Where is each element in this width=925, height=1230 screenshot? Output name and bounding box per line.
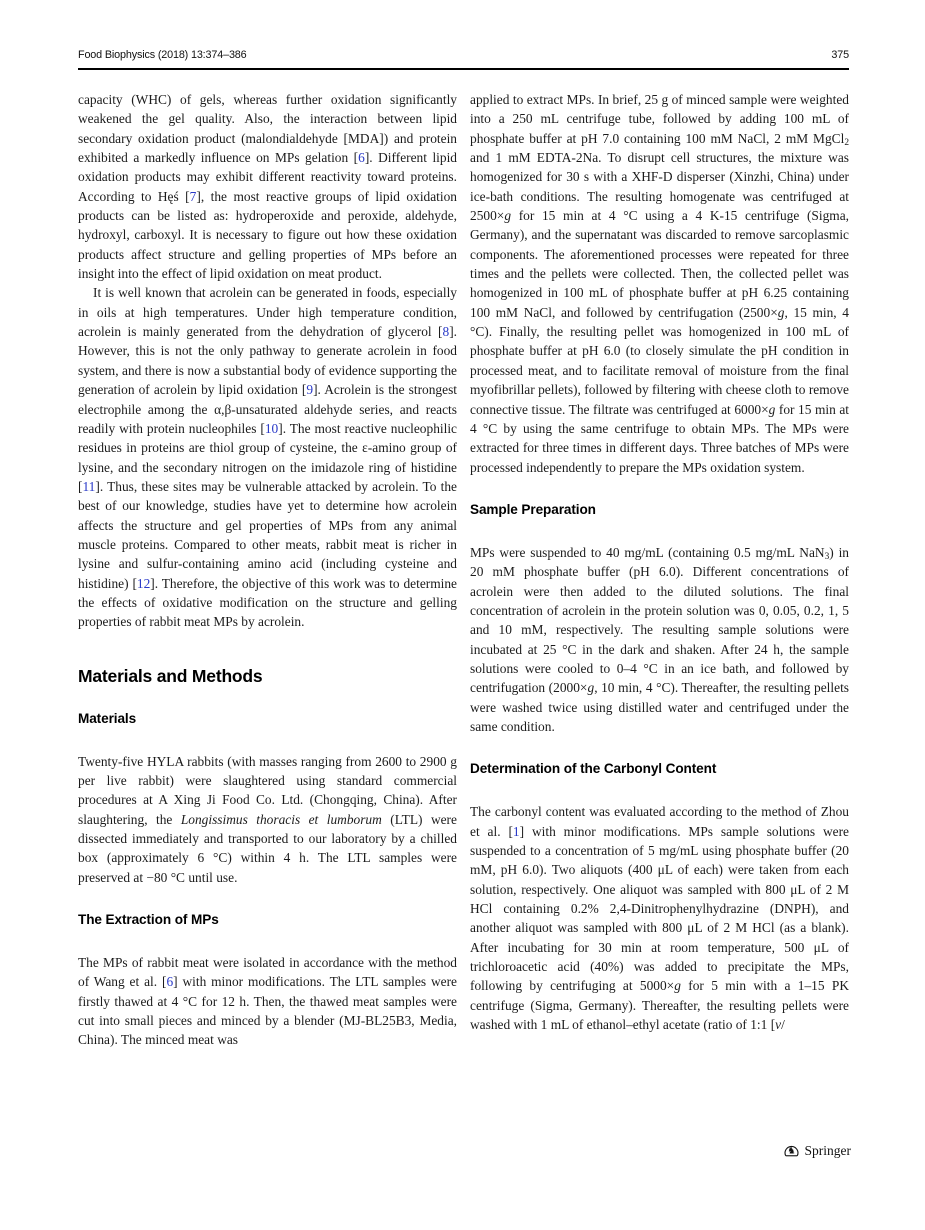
subsection-heading: Determination of the Carbonyl Content <box>470 761 717 777</box>
publisher-name: Springer <box>804 1142 851 1158</box>
subsection-heading: Materials <box>78 710 137 726</box>
italic-text: g <box>777 304 785 320</box>
page-header <box>78 49 849 70</box>
page-footer <box>783 1142 852 1159</box>
paragraph: It is well known that acrolein can be generated in foods, especially in oils at high temperatures. Under high temperature condition, acrolein is mainly generated from the dehydration of glycerol [8]. However, this is not the only pathway to generate acrolein in food system, and there is now a substantial body of evidence supporting the generation of acrolein by lipid oxidation [9]. Acrolein is the strongest electrophile among the α,β-unsaturated aldehyde series, and reacts readily with protein nucleophiles [10]. The most reactive nucleophilic residues in proteins are thiol group of cysteine, the ε-amino group of lysine, and the secondary nitrogen on the imidazole ring of histidine [11]. Thus, these sites may be vulnerable attacked by acrolein. To the best of our knowledge, studies have yet to determine how acrolein affects the structure and gel properties of MPs from any animal muscle proteins. Compared to other meats, rabbit meat is richer in lysine and sulfur-containing amino acid (including cysteine and histidine) [12]. Therefore, the objective of this work was to determine the effects of oxidative modification on the structure and gelling properties of rabbit meat MPs by acrolein. <box>78 285 458 630</box>
reference-link[interactable]: 1 <box>512 823 520 839</box>
italic-text: g <box>768 401 776 417</box>
reference-link[interactable]: 10 <box>264 420 279 436</box>
springer-horse-icon <box>783 1142 800 1159</box>
reference-link[interactable]: 8 <box>442 324 450 340</box>
journal-citation: Food Biophysics (2018) 13:374–386 <box>78 49 247 61</box>
italic-text: Longissimus thoracis et lumborum <box>180 811 382 827</box>
paragraph: capacity (WHC) of gels, whereas further oxidation significantly weakened the gel quality. Also, the interaction between lipid secondary oxidation product (malondialdehyde [MDA]) and protein exhibited a markedly influence on MPs gelation [6]. Different lipid oxidation products may exhibit different reactivity toward proteins. According to Hęś [7], the most reactive groups of lipid oxidation products can be listed as: hydroperoxide and peroxide, aldehyde, hydroxyl, carboxyl. It is necessary to figure out how these oxidation products affect structure and gelling properties of MPs before an insight into the effect of lipid oxidation on meat product. <box>78 92 458 282</box>
reference-link[interactable]: 11 <box>82 478 96 494</box>
section-heading: Materials and Methods <box>78 665 263 686</box>
subsection-heading: The Extraction of MPs <box>78 912 219 928</box>
left-column <box>78 90 457 1050</box>
italic-text: g <box>504 208 512 224</box>
italic-text: g <box>587 680 595 696</box>
svg-text:♞: ♞ <box>786 1146 796 1157</box>
article-body <box>78 90 849 1050</box>
italic-text: v <box>775 1017 782 1033</box>
reference-link[interactable]: 9 <box>306 382 314 398</box>
paragraph: The MPs of rabbit meat were isolated in accordance with the method of Wang et al. [6] with minor modifications. The LTL samples were firstly thawed at 4 °C for 12 h. Then, the thawed meat samples were cut into small pieces and minced by a blender (MJ-BL25B3, Media, China). The minced meat was <box>78 955 458 1048</box>
subsection-heading: Sample Preparation <box>470 501 596 517</box>
right-column <box>470 90 849 1050</box>
reference-link[interactable]: 6 <box>166 974 174 990</box>
reference-link[interactable]: 12 <box>136 575 151 591</box>
paragraph: Twenty-five HYLA rabbits (with masses ranging from 2600 to 2900 g per live rabbit) were slaughtered using standard commercial procedures at A Xing Ji Food Co. Ltd. (Chongqing, China). After slaughtering, the Longissimus thoracis et lumborum (LTL) were dissected immediately and transported to our laboratory by a chilled box (approximately 6 °C) within 4 h. The LTL samples were preserved at −80 °C until use. <box>78 753 457 885</box>
paragraph: MPs were suspended to 40 mg/mL (containing 0.5 mg/mL NaN$_3$) in 20 mM phosphate buffer (pH 6.0). Different concentrations of acrolein were then added to the diluted solutions. The final concentration of acrolein in the protein solution was 0, 0.05, 0.2, 1, 5 and 10 mM, respectively. The resulting sample solutions were incubated at 25 °C in the dark and shaken. After 24 h, the sample solutions were cooled to 0–4 °C in an ice bath, and followed by centrifugation (2000×g, 10 min, 4 °C). Thereafter, the resulting pellets were washed twice using distilled water and centrifuged under the same condition. <box>470 544 849 734</box>
italic-text: g <box>674 978 681 994</box>
subscript-text: 3 <box>824 552 830 563</box>
paragraph: applied to extract MPs. In brief, 25 g of minced sample were weighted into a 250 mL centrifuge tube, followed by adding 100 mL of phosphate buffer at pH 7.0 containing 100 mM NaCl, 2 mM MgCl$_2$ and 1 mM EDTA-2Na. To disrupt cell structures, the mixture was homogenized for 30 s with a XHF-D disperser (Xinzhi, China) under ice-bath conditions. The resulting homogenate was centrifuged at 2500×g for 15 min at 4 °C using a 4 K-15 centrifuge (Sigma, Germany), and the supernatant was discarded to remove sarcoplasmic components. The aforementioned processes were repeated for three times and the pellets were collected. Then, the collected pellet was homogenized in 100 mL of phosphate buffer at pH 6.25 containing 100 mM NaCl, and followed by centrifugation (2500×g, 15 min, 4 °C). Finally, the resulting pellet was homogenized in 100 mL of phosphate buffer at pH 6.0 (to closely simulate the pH condition in processed meat, and to facilitate removal of moisture from the final myofibrillar pellets), followed by filtering with cheese cloth to remove connective tissue. The filtrate was centrifuged at 6000×g for 15 min at 4 °C by using the same centrifuge to obtain MPs. The MPs were extracted for three times in different days. Three batches of MPs were processed independently to prepare the MPs oxidation system. <box>470 92 849 475</box>
subscript-text: 2 <box>844 138 849 149</box>
paragraph: The carbonyl content was evaluated according to the method of Zhou et al. [1] with minor modifications. MPs sample solutions were suspended to a concentration of 5 mg/mL using phosphate buffer (20 mM, pH 6.0). Two aliquots (400 μL of each) were taken from each solution, respectively. One aliquot was sampled with 800 μL of 2 M HCl containing 0.2% 2,4-Dinitrophenylhydrazine (DNPH), and another aliquot was sampled with 800 μL of 2 M HCl (as a blank). After incubating for 30 min at room temperature, 500 μL of trichloroacetic acid (40%) was added to precipitate the MPs, following by centrifuging at 5000×g for 5 min with a 1–15 PK centrifuge (Sigma, Germany). Thereafter, the resulting pellets were washed with 1 mL of ethanol–ethyl acetate (ratio of 1:1 [v/ <box>470 804 849 1033</box>
page-number: 375 <box>831 49 849 61</box>
reference-link[interactable]: 7 <box>189 188 197 204</box>
reference-link[interactable]: 6 <box>358 150 365 166</box>
